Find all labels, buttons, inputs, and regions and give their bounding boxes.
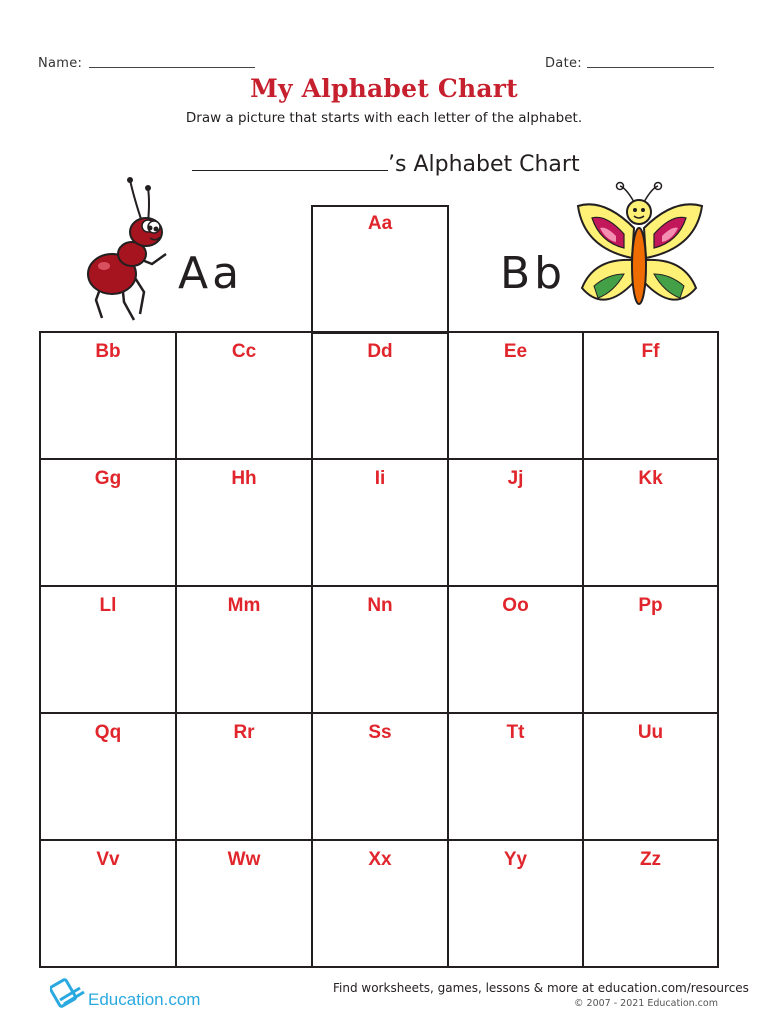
- grid-cell[interactable]: [175, 712, 313, 841]
- name-label: Name:: [38, 56, 83, 71]
- grid-cell[interactable]: [447, 839, 584, 968]
- date-label: Date:: [545, 56, 582, 71]
- cell-letter: Ww: [227, 849, 261, 870]
- grid-cell[interactable]: [39, 458, 177, 587]
- grid-cell[interactable]: [175, 458, 313, 587]
- cell-letter: Rr: [233, 722, 255, 743]
- cell-letter: Gg: [94, 468, 122, 489]
- grid-cell[interactable]: [311, 331, 449, 460]
- cell-letter: Hh: [231, 468, 257, 489]
- grid-cell[interactable]: [447, 585, 584, 714]
- ant-illustration: [82, 174, 172, 324]
- cell-letter: Jj: [507, 468, 524, 489]
- grid-cell[interactable]: [582, 331, 719, 460]
- cell-letter: Ss: [368, 722, 392, 743]
- grid-cell[interactable]: [39, 712, 177, 841]
- cell-letter: Kk: [638, 468, 663, 489]
- chart-heading-suffix: ’s Alphabet Chart: [388, 152, 580, 177]
- grid-cell[interactable]: [582, 458, 719, 587]
- resources-text[interactable]: Find worksheets, games, lessons & more at education.com/resources: [333, 981, 749, 995]
- cell-letter: Ee: [503, 341, 528, 362]
- cell-letter: Ll: [99, 595, 117, 616]
- grid-cell[interactable]: [175, 839, 313, 968]
- grid-cell[interactable]: [175, 585, 313, 714]
- cell-letter: Cc: [231, 341, 257, 362]
- cell-letter: Pp: [638, 595, 663, 616]
- grid-cell[interactable]: [175, 331, 313, 460]
- page-subtitle: Draw a picture that starts with each letter of the alphabet.: [185, 110, 583, 126]
- cell-letter: Yy: [503, 849, 528, 870]
- grid-cell[interactable]: [311, 458, 449, 587]
- cell-letter: Zz: [639, 849, 662, 870]
- cell-letter: Ff: [641, 341, 660, 362]
- grid-cell[interactable]: [582, 712, 719, 841]
- grid-cell[interactable]: [447, 331, 584, 460]
- owner-name-blank[interactable]: [192, 152, 388, 171]
- cell-letter: Mm: [227, 595, 261, 616]
- butterfly-illustration: [574, 178, 706, 318]
- example-letter-b: Bb: [500, 248, 567, 299]
- page-title: My Alphabet Chart: [250, 74, 518, 103]
- brand-name[interactable]: Education.com: [88, 990, 201, 1009]
- example-letter-a: Aa: [178, 248, 244, 299]
- education-logo-icon: [50, 974, 86, 1008]
- cell-letter: Aa: [367, 213, 393, 234]
- grid-cell[interactable]: [311, 839, 449, 968]
- grid-cell[interactable]: [39, 839, 177, 968]
- cell-letter: Ii: [374, 468, 386, 489]
- cell-letter: Tt: [506, 722, 525, 743]
- grid-cell[interactable]: [39, 331, 177, 460]
- grid-cell[interactable]: [582, 839, 719, 968]
- chart-heading: [192, 152, 592, 177]
- grid-cell-aa[interactable]: [311, 205, 449, 334]
- grid-cell[interactable]: [311, 712, 449, 841]
- cell-letter: Uu: [637, 722, 664, 743]
- name-field[interactable]: [89, 67, 255, 68]
- cell-letter: Oo: [502, 595, 529, 616]
- cell-letter: Bb: [95, 341, 121, 362]
- cell-letter: Dd: [367, 341, 393, 362]
- copyright-text: © 2007 - 2021 Education.com: [574, 998, 718, 1009]
- date-field[interactable]: [587, 67, 714, 68]
- grid-cell[interactable]: [39, 585, 177, 714]
- grid-cell[interactable]: [447, 712, 584, 841]
- grid-cell[interactable]: [447, 458, 584, 587]
- cell-letter: Xx: [368, 849, 392, 870]
- cell-letter: Vv: [96, 849, 120, 870]
- grid-cell[interactable]: [311, 585, 449, 714]
- grid-cell[interactable]: [582, 585, 719, 714]
- cell-letter: Qq: [94, 722, 122, 743]
- cell-letter: Nn: [367, 595, 393, 616]
